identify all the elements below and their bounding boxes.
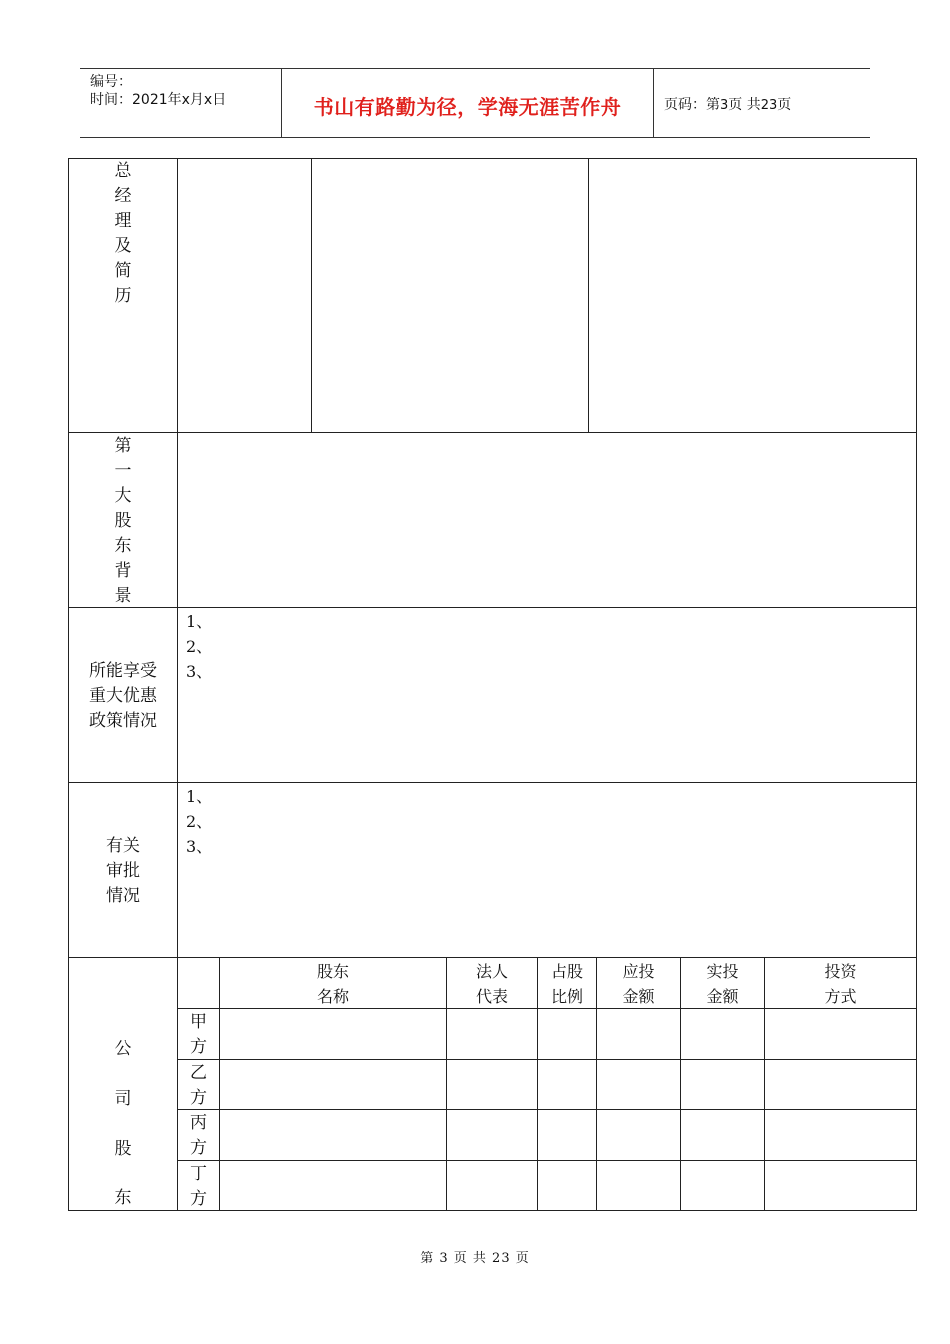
row-label-char: 方 [190,1138,207,1158]
table-row-label [178,1061,219,1111]
label-char: 总 [114,161,132,181]
label-line: 有关 [106,836,140,856]
page-footer: 第 3 页 共 23 页 [420,1251,530,1266]
label-char: 理 [114,211,132,231]
row-label-char: 丙 [190,1113,207,1133]
row-label-char: 方 [190,1189,207,1209]
table-border [68,158,917,159]
row-divider [177,1160,917,1161]
page-total: 23 [760,98,778,113]
row-label-char: 甲 [190,1012,207,1032]
col-header-legal-rep [447,959,537,1009]
header-line: 股东 [316,962,349,981]
preferential-policy-items [186,609,212,684]
row-label-char: 丁 [190,1164,207,1184]
header-line: 投资 [824,962,857,981]
label-char: 景 [114,586,132,606]
page-prefix: 页码：第 [664,97,720,113]
col-divider [311,158,312,432]
page-mid: 页 共 [728,97,761,113]
table-row-label [178,1162,219,1212]
header-line: 名称 [316,987,349,1006]
table-border [916,158,917,1210]
row-divider [177,1109,917,1110]
label-char: 历 [114,286,132,306]
approval-label [69,834,177,909]
list-item[interactable]: 2、 [186,637,213,656]
gm-resume-label [69,159,177,309]
row-divider [177,1059,917,1060]
label-char: 股 [114,1139,132,1159]
row-label-char: 乙 [190,1063,207,1083]
col-header-investment-method [765,959,916,1009]
table-row-label [178,1111,219,1161]
header-line: 占股 [550,962,583,981]
row-label-char: 方 [190,1088,207,1108]
label-char: 司 [114,1089,132,1109]
header-line: 方式 [824,987,857,1006]
header-line: 金额 [706,987,739,1006]
col-header-share-ratio [538,959,596,1009]
header-line: 金额 [622,987,655,1006]
list-item[interactable]: 3、 [186,662,213,681]
label-char: 经 [114,186,132,206]
label-char: 公 [114,1039,132,1059]
header-line: 法人 [475,962,508,981]
row-divider [68,957,917,958]
label-char: 背 [114,561,132,581]
page-number: 3 [720,98,729,113]
preferential-policy-label [69,659,177,734]
row-label-char: 方 [190,1037,207,1057]
col-header-shareholder-name [220,959,446,1009]
label-char: 简 [114,261,132,281]
table-row-label [178,1010,219,1060]
header-motto: 书山有路勤为径，学海无涯苦作舟 [313,95,622,119]
label-char: 大 [114,486,132,506]
header-line: 实投 [706,962,739,981]
header-line: 代表 [475,987,508,1006]
label-char: 股 [114,511,132,531]
col-header-paid-amount [681,959,764,1009]
header-line: 应投 [622,962,655,981]
label-line: 审批 [106,861,140,881]
label-char: 第 [114,436,132,456]
row-divider [68,432,917,433]
label-line: 重大优惠 [89,686,157,706]
label-line: 政策情况 [89,711,157,731]
list-item[interactable]: 1、 [186,787,213,806]
row-divider [68,607,917,608]
page-suffix: 页 [777,97,792,113]
label-char: 东 [114,1188,132,1208]
major-shareholder-label [69,434,177,609]
approval-items [186,784,212,859]
row-divider [68,782,917,783]
list-item[interactable]: 1、 [186,612,213,631]
label-char: 及 [114,236,132,256]
col-divider [588,158,589,432]
label-line: 情况 [106,886,140,906]
doc-time: 时间：2021年x月x日 [90,92,227,108]
label-line: 所能享受 [89,661,157,681]
label-char: 一 [114,461,132,481]
list-item[interactable]: 3、 [186,837,213,856]
label-char: 东 [114,536,132,556]
list-item[interactable]: 2、 [186,812,213,831]
col-header-due-amount [597,959,680,1009]
doc-number-label: 编号： [90,74,132,90]
header-line: 比例 [550,987,583,1006]
